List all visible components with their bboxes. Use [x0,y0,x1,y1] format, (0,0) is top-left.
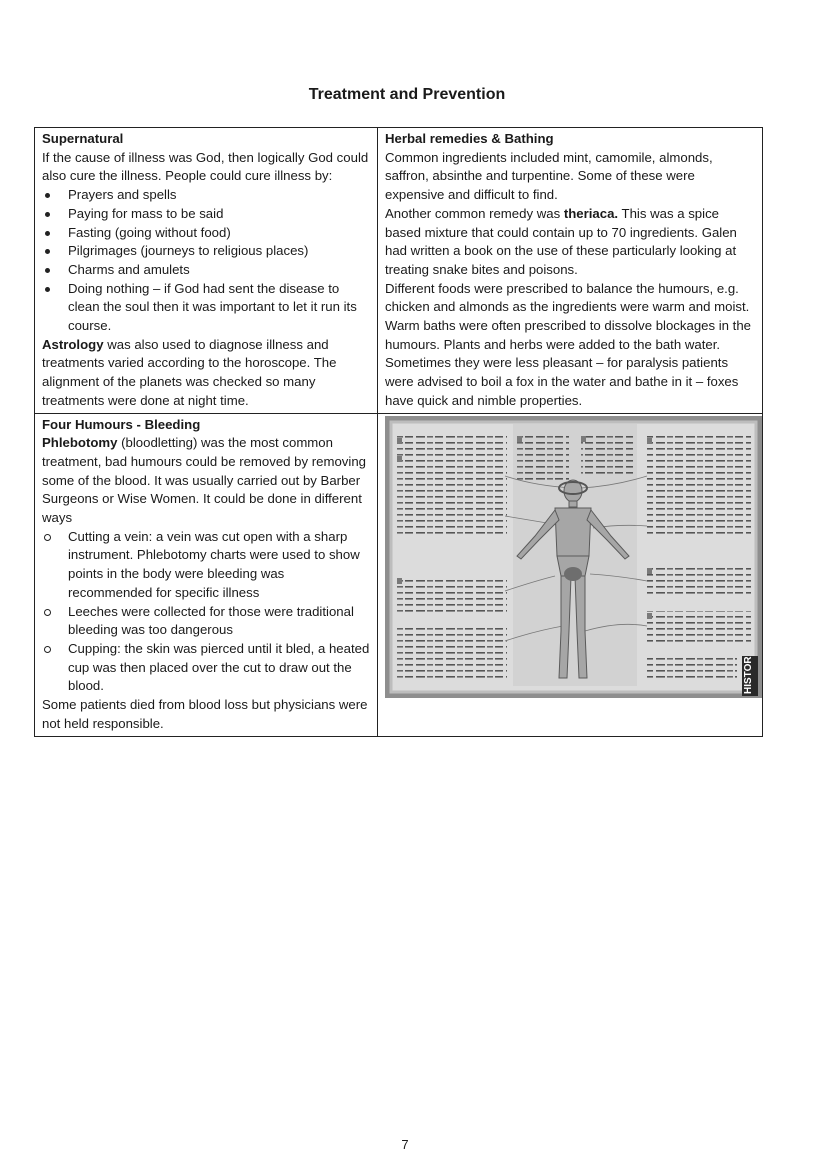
supernatural-intro: If the cause of illness was God, then logically God could also cure the illness. People could cure illness by: [42,149,369,184]
list-item: Cupping: the skin was pierced until it bled, a heated cup was then placed over the cut to draw out the blood. [42,640,371,696]
list-item: Fasting (going without food) [42,224,371,243]
list-item: Paying for mass to be said [42,205,371,224]
bleeding-methods-list [42,528,371,696]
supernatural-cell [35,128,378,414]
list-item: Doing nothing – if God had sent the disease to clean the soul then it was important to let it run its course. [42,280,371,336]
list-item: Pilgrimages (journeys to religious places) [42,242,371,261]
list-item: Prayers and spells [42,186,371,205]
theriaca-text: This was a spice based mixture that could contain up to 70 ingredients. Galen had written a book on the use of these particularly looking at treating snake bites and poisons. [385,205,737,277]
supernatural-heading: Supernatural [42,131,124,146]
herbal-paragraph-1: Common ingredients included mint, camomile, almonds, saffron, absinthe and turpentine. Some of these were expensive and difficult to find. [385,149,713,203]
theriaca-lead: Another common remedy was [385,205,564,221]
humours-cell [35,413,378,736]
astrology-term: Astrology [42,336,104,352]
content-table [34,127,763,737]
phlebotomy-paragraph [42,434,371,528]
page-number: 7 [401,1137,409,1152]
theriaca-term: theriaca. [563,205,619,221]
humours-heading: Four Humours - Bleeding [42,416,201,432]
herbal-paragraph-2 [385,205,756,280]
list-item: Charms and amulets [42,261,371,280]
phlebotomy-chart-image [385,416,762,698]
list-item: Cutting a vein: a vein was cut open with a sharp instrument. Phlebotomy charts were used to show points in the body were bleeding was recommended for specific illness [42,528,371,603]
herbal-paragraph-4: Warm baths were often prescribed to dissolve blockages in the humours. Plants and herbs were added to the bath water. Sometimes they were less pleasant – for paralysis patients were advised to boil a fox in the water and bathe in it – foxes have quick and nimble properties. [385,318,752,408]
image-cell [378,413,763,736]
list-item: Leeches were collected for those were traditional bleeding was too dangerous [42,603,371,640]
humours-outro: Some patients died from blood loss but physicians were not held responsible. [42,697,368,731]
phlebotomy-term: Phlebotomy [42,435,118,451]
astrology-paragraph [42,336,371,411]
herbal-heading: Herbal remedies & Bathing [385,131,554,146]
stamp-text: HISTOR [743,655,754,694]
herbal-paragraph-3: Different foods were prescribed to balance the humours, e.g. chicken and almonds as the ingredients were warm and moist. [385,280,750,315]
herbal-cell [378,128,763,414]
page-title: Treatment and Prevention [308,86,506,103]
astrology-text: was also used to diagnose illness and treatments varied according to the horoscope. The alignment of the planets was checked so many treatments were done at night time. [42,336,337,408]
phlebotomy-text: (bloodletting) was the most common treatment, bad humours could be removed by removing some of the blood. It was usually carried out by Barber Surgeons or Wise Women. It could be done in different ways [42,435,366,526]
supernatural-list [42,186,371,336]
